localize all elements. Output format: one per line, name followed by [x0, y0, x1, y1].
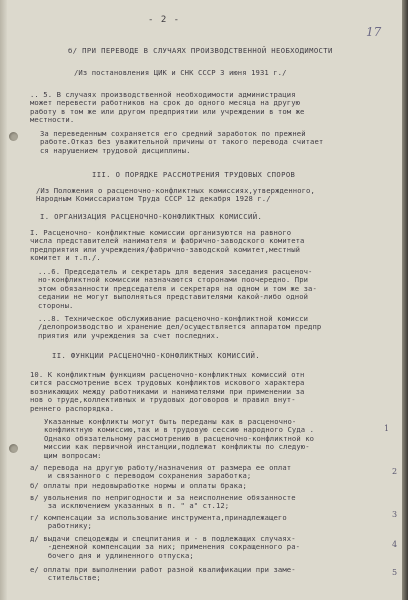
section-b-para1: .. 5. В случаях производственной необходимости администрация может перевести работников на срок до одного месяца на другую работу в том же или другом предприятии или учреждении в том же местности.: [30, 90, 305, 125]
list-item: а/ перевода на другую работу/назначения от размера ее оплат и связанного с переводом сохранения заработка;: [30, 463, 292, 481]
subsection-2-title: II. ФУНКЦИИ РАСЦЕНОЧНО-КОНФЛИКТНЫХ КОМИССИЙ.: [52, 351, 260, 360]
list-item: в/ увольнения по непригодности и за неисполнение обязанносте за исключением указанных в п. " а" ст.12;: [30, 493, 296, 511]
section-iii-para4: 10. К конфликтным функциям расценочно-конфликтных комиссий отн сится рассмотрение всех трудовых конфликтов искового характера возникающих между работниками и нанимателями при применении за нов о труде,коллективных и трудовых договоров и правил внут- реннего распорядка.: [30, 370, 305, 413]
margin-mark: 4: [392, 540, 398, 549]
section-iii-title: III. О ПОРЯДКЕ РАССМОТРЕНИЯ ТРУДОВЫХ СПОРОВ: [92, 170, 296, 179]
section-iii-para2: ...6. Председатель и секретарь для ведения заседания расценоч- но-конфликтной комиссии назначаются сторонами поочередно. При этом обязанности председателя и секретаря на одном и том же за- седании не могут выполняться представителями какой-либо одной стороны.: [38, 267, 317, 310]
list-item: д/ выдачи спецодежды и спецпитания и - в подлежащих случаях- -денежной компенсации за них; применения сокращенного ра- бочего дня и удлиненного отпуска;: [30, 534, 301, 560]
subsection-1-title: I. ОРГАНИЗАЦИЯ РАСЦЕНОЧНО-КОНФЛИКТНЫХ КОМИССИЙ.: [40, 212, 263, 221]
page-edge-shadow: [402, 0, 408, 600]
section-b-title: б/ ПРИ ПЕРЕВОДЕ В СЛУЧАЯХ ПРОИЗВОДСТВЕННОЙ НЕОБХОДИМОСТИ: [68, 46, 333, 55]
page-number: - 2 -: [148, 15, 181, 25]
margin-mark: 1: [384, 424, 390, 433]
list-item: е/ оплаты при выполнении работ разной квалификации при заме- стительстве;: [30, 565, 296, 583]
section-iii-para1: I. Расценочно- конфликтные комиссии организуются на равного числа представителей нанимателя и фабрично-заводского комитета предприятия или учреждения/фабрично-заводской комитет,местный комитет и т.п./.: [30, 228, 305, 263]
list-item: б/ оплаты при недовыработке нормы и оплаты брака;: [30, 481, 247, 490]
margin-mark: 2: [392, 467, 398, 476]
margin-mark: 3: [392, 510, 398, 519]
margin-mark: 5: [392, 568, 398, 577]
section-iii-para5: Указанные конфликты могут быть переданы как в расценочно- конфликтную комиссию,так и в трудовую сессию народного Суда . Однако обязательному рассмотрению в расценочно-конфликтной ко миссии как первичной инстанции,подлежат конфликты по следую- щим вопросам:: [44, 417, 315, 460]
punch-hole: [9, 132, 18, 141]
binding-spine: [0, 0, 7, 600]
section-b-source: /Из постановления ЦИК и СНК СССР 3 июня 1931 г./: [74, 68, 287, 77]
section-b-para2: За переведенным сохраняется его средний заработок по прежней работе.Отказ без уважительной причины от такого перевода считает ся нарушением трудовой дисциплины.: [40, 129, 324, 155]
archive-number: 17: [366, 25, 382, 39]
list-item: г/ компенсации за использование инструмента,принадлежащего работнику;: [30, 513, 287, 531]
punch-hole: [9, 444, 18, 453]
section-iii-source: /Из Положения о расценочно-конфликтных комиссиях,утвержденного, Народным Комиссариатом Труда СССР 12 декабря 1928 г./: [36, 186, 315, 204]
section-iii-para3: ...8. Техническое обслуживание расценочно-конфликтной комисси /делопроизводство и хранение дел/осуществляется аппаратом предпр приятия или учреждения за счет последних.: [38, 314, 322, 340]
